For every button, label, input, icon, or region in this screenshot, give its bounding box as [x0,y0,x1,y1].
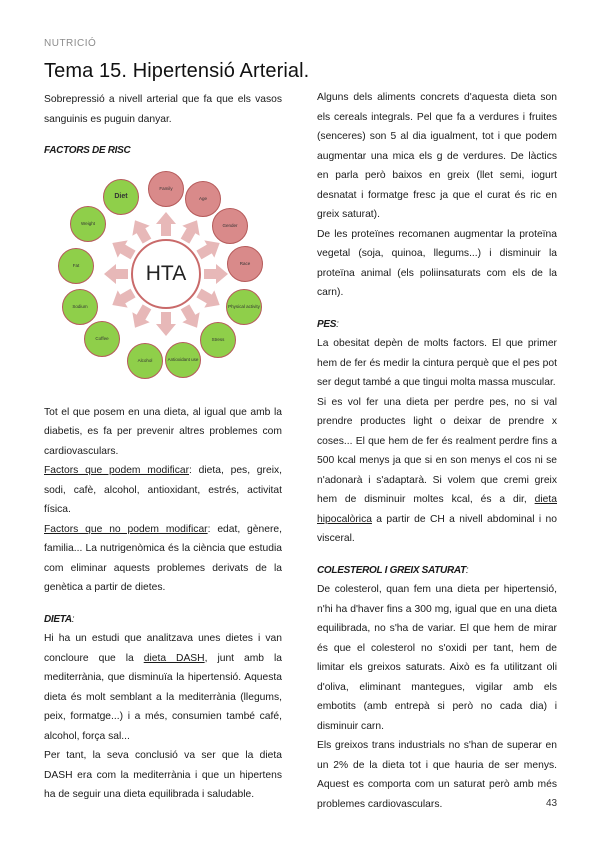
paragraph-weight-loss: Si es vol fer una dieta per perdre pes, no si val prendre productes light o deixar de prendre x coses... El que hem de fer és realment perdre fins a 500 kcal menys ja que si en son menys el cos ni se n'adonarà i s'adaptarà. Si volem que cremi greix hem de disminuir moltes kcal, és a dir, dieta hipocalòrica a partir de CH a nivell abdominal i no visceral. [317,396,557,544]
node-gender: Gender [212,208,248,244]
node-coffee: Coffee [84,321,120,357]
paragraph-obesity: La obesitat depèn de molts factors. El que primer hem de fer és medir la cintura perquè que el pes pot ser degut també a que tingui molta massa muscular. [317,338,557,388]
page-title: Tema 15. Hipertensió Arterial. [44,60,310,82]
colesterol-heading: COLESTEROL I GREIX SATURAT: [317,564,469,576]
node-age: Age [185,181,221,217]
paragraph-cholesterol: De colesterol, quan fem una dieta per hipertensió, n'hi ha d'haver fins a 300 mg, igual que en una dieta equilibrada, no s'ha de variar. El que hem de mirar és que el colesterol no s'oxidi per tant, hem de limitar els greixos saturats. Això es fa utilitzant oli d'oliva, eliminant mantegues, vigilar amb els embotits (amb entrepà si però no cada dia) i disminuir carn. [317,584,557,732]
paragraph-dash: Hi ha un estudi que analitzava unes dietes i van concloure que la dieta DASH, junt amb la mediterrània, que disminuïa la hipertensió. Aquesta dieta és molt semblant a la mediterrània (llegums, peix, formatge...) i a més, consumien també café, alcohol, força sal... [44,633,282,742]
node-sodium: Sodium [62,289,98,325]
hypocaloric-diet-term: dieta hipocalòrica [317,494,557,525]
dieta-heading: DIETA: [44,613,75,625]
node-antioxidant: Antioxidant use [165,342,201,378]
non-modifiable-label: Factors que no podem modificar [44,523,208,535]
node-diet: Diet [103,179,139,215]
paragraph-foods: Alguns dels aliments concrets d'aquesta dieta son els cereals integrals. Pel que fa a verdures i fruites (senceres) son 5 al dia igualment, tot i que podem augmentar una mica els g de verdures. De làctics en parla però baixos en greix (llet semi, iogurt desnatat i formatge fresc ja que el curat és ric en greix saturat). [317,92,557,220]
node-family: Family [148,171,184,207]
paragraph-proteins: De les proteïnes recomanen augmentar la proteïna vegetal (soja, quinoa, llegums...) i disminuir la proteïna animal (els poliinsaturats com els de la carn). [317,228,557,298]
node-race: Race [227,246,263,282]
pes-heading: PES: [317,318,339,330]
left-column [44,90,282,805]
node-physical-activity: Physical activity [226,289,262,325]
paragraph-modifiable: Factors que podem modificar: dieta, pes, greix, sodi, cafè, alcohol, antioxidant, estrés, activitat física. [44,465,282,515]
modifiable-label: Factors que podem modificar [44,465,190,476]
node-weight: Weight [70,206,106,242]
paragraph-prevention: Tot el que posem en una dieta, al igual que amb la diabetis, es fa per prevenir altres problemes com cardiovasculars. [44,406,282,457]
right-column [317,88,557,814]
node-stress: Stress [200,322,236,358]
factors-heading: FACTORS DE RISC [44,145,131,156]
page-number: 43 [546,798,558,809]
risk-factors-diagram [44,167,282,395]
paragraph-conclusion: Per tant, la seva conclusió va ser que la dieta DASH era com la mediterrània i que un hipertens ha de seguir una dieta equilibrada i saludable. [44,750,282,800]
node-alcohol: Alcohol [127,343,163,379]
hta-center: HTA [131,239,201,309]
node-fat: Fat [58,248,94,284]
intro-paragraph: Sobrepressió a nivell arterial que fa que els vasos sanguinis es puguin danyar. [44,94,282,125]
section-header: NUTRICIÓ [44,38,97,49]
paragraph-trans-fats: Els greixos trans industrials no s'han de superar en un 2% de la dieta tot i que hauria de ser menys. Aquest es comporta com un saturat però amb més problemes cardiovasculars. [317,740,557,810]
dash-diet-term: dieta DASH [143,652,205,664]
paragraph-non-modifiable: Factors que no podem modificar: edat, gènere, familia... La nutrigenòmica és la ciència que estudia com eliminar aquests problemes derivats de la genètica a partir de dietes. [44,523,282,593]
